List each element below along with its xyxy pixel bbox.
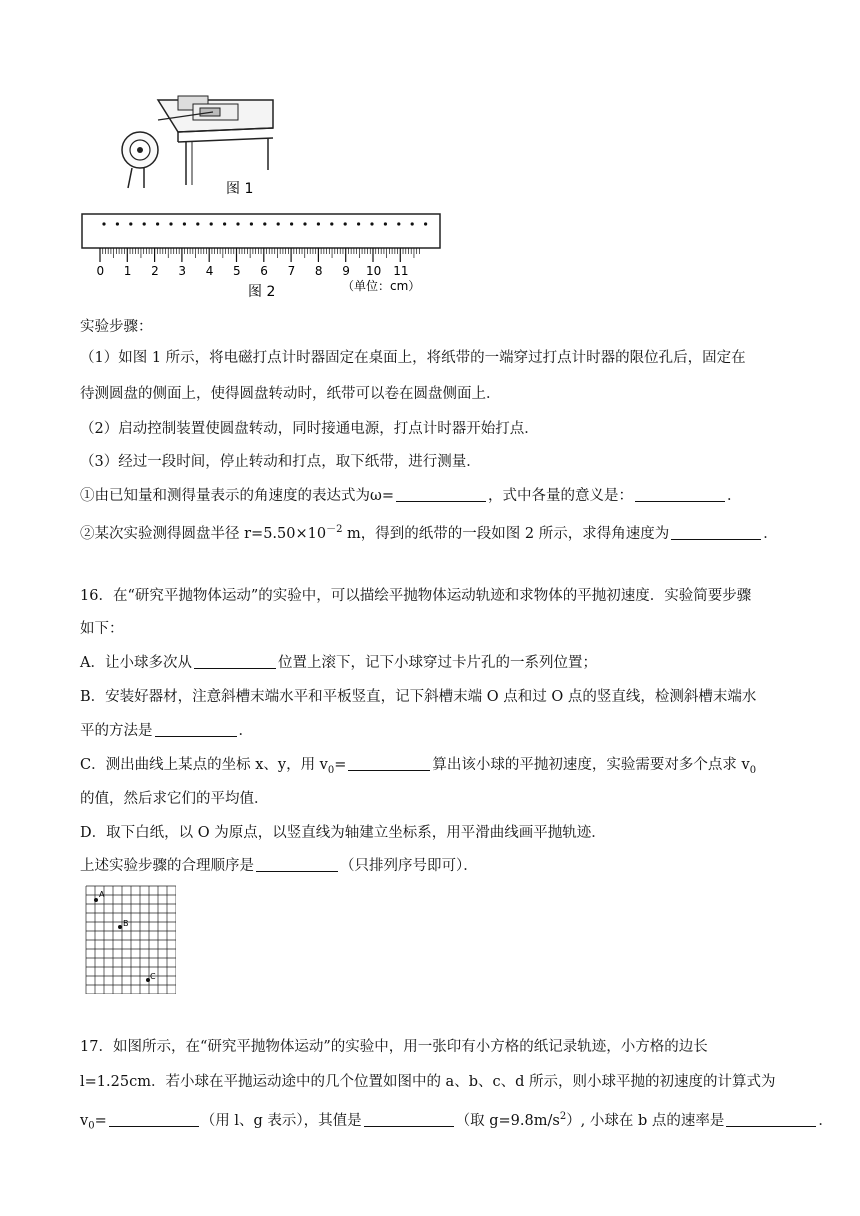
tape-dot: [183, 222, 186, 225]
ruler-tick-label: 4: [205, 264, 214, 278]
ruler-tick-label: 0: [96, 264, 105, 278]
grid-lines: [86, 886, 176, 994]
answer-blank[interactable]: [364, 1110, 454, 1127]
answer-blank[interactable]: [194, 652, 276, 669]
q16-intro-line2: 如下：: [80, 621, 124, 637]
steps-title: 实验步骤：: [80, 319, 153, 335]
answer-blank[interactable]: [671, 523, 761, 540]
tape-dot: [263, 222, 266, 225]
point-C-label: C: [150, 972, 156, 981]
answer-blank[interactable]: [348, 754, 430, 771]
grid-figure: [84, 884, 176, 994]
ruler-ticks: [97, 248, 420, 278]
q17-line1: 17．如图所示，在“研究平抛物体运动”的实验中，用一张印有小方格的纸记录轨迹，小方格的边长: [80, 1039, 708, 1055]
q15-sub2: ②某次实验测得圆盘半径 $r=5.50\times 10^{-2}$ m，得到的纸带的一段如图 2 所示，求得角速度为 ．: [80, 524, 778, 542]
answer-blank[interactable]: [635, 485, 725, 502]
tape-dot: [250, 222, 253, 225]
tape-dot: [317, 222, 320, 225]
q15-step1-line1: （1）如图 1 所示，将电磁打点计时器固定在桌面上，将纸带的一端穿过打点计时器的限位孔后，固定在: [80, 350, 746, 366]
tape-dot: [102, 222, 105, 225]
tape-dot: [384, 222, 387, 225]
q16-step-B-line2: 平的方法是 ．: [80, 720, 800, 742]
q16-step-C-line1: C．测出曲线上某点的坐标 x、y，用 $v_0=$ 算出该小球的平抛初速度，实验需要对多个点求 $v_0$: [80, 754, 800, 782]
q15-step2: （2）启动控制装置使圆盘转动，同时接通电源，打点计时器开始打点．: [80, 421, 539, 437]
tape-dot: [330, 222, 333, 225]
tape-dot: [411, 222, 414, 225]
ruler-tick-label: 7: [287, 264, 296, 278]
q16-step-C-line2: 的值，然后求它们的平均值．: [80, 791, 269, 807]
tape-dot: [344, 222, 347, 225]
tape-dot: [357, 222, 360, 225]
tape-dot: [143, 222, 146, 225]
ruler-tick-label: 10: [366, 264, 382, 278]
figure-1-label: 图 1: [226, 181, 254, 197]
tape-dot: [129, 222, 132, 225]
point-B: [118, 925, 122, 929]
q15-step3: （3）经过一段时间，停止转动和打点，取下纸带，进行测量．: [80, 454, 481, 470]
answer-blank[interactable]: [726, 1110, 816, 1127]
tape-dot: [424, 222, 427, 225]
q16-order: 上述实验步骤的合理顺序是 （只排列序号即可）．: [80, 855, 800, 877]
answer-blank[interactable]: [109, 1110, 199, 1127]
tape-dot: [236, 222, 239, 225]
ruler-tick-label: 5: [233, 264, 241, 278]
point-A-label: A: [99, 890, 105, 899]
ruler-unit: （单位：cm）: [342, 279, 421, 293]
tape-dot: [223, 222, 226, 225]
tape-dot: [156, 222, 159, 225]
figure-2-label: 图 2: [248, 284, 276, 300]
point-B-label: B: [123, 919, 129, 928]
answer-blank[interactable]: [155, 720, 237, 737]
figure-1-apparatus: [118, 90, 278, 200]
point-A: [94, 898, 98, 902]
tape-dot: [303, 222, 306, 225]
q15-step1-line2: 待测圆盘的侧面上，使得圆盘转动时，纸带可以卷在圆盘侧面上．: [80, 386, 501, 402]
ruler-tick-label: 8: [314, 264, 323, 278]
ruler-tick-label: 2: [151, 264, 159, 278]
tape-dot: [397, 222, 400, 225]
ruler-tick-label: 11: [393, 264, 409, 278]
ruler-tick-label: 3: [178, 264, 187, 278]
q16-intro-line1: 16．在“研究平抛物体运动”的实验中，可以描绘平抛物体运动轨迹和求物体的平抛初速度．实验简要步骤: [80, 588, 752, 604]
tape-dot: [277, 222, 280, 225]
figure-2-ruler: [80, 210, 450, 300]
tape-dot: [370, 222, 373, 225]
q17-line2: l=1.25cm．若小球在平抛运动途中的几个位置如图中的 a、b、c、d 所示，则小球平抛的初速度的计算式为: [80, 1074, 776, 1090]
q16-step-D: D．取下白纸，以 O 为原点，以竖直线为轴建立坐标系，用平滑曲线画平抛轨迹．: [80, 825, 606, 841]
q17-line3: $v_0=$ （用 l、g 表示），其值是 （取 $g=9.8m/s^2$）, 小球在 b 点的速率是 ．: [80, 1111, 833, 1132]
tape-dot: [290, 222, 293, 225]
q16-step-B-line1: B．安装好器材，注意斜槽末端水平和平板竖直，记下斜槽末端 O 点和过 O 点的竖直线，检测斜槽末端水: [80, 689, 757, 705]
answer-blank[interactable]: [396, 485, 486, 502]
q15-sub1: ①由已知量和测得量表示的角速度的表达式为ω= ，式中各量的意义是： ．: [80, 485, 800, 507]
tape-dot: [196, 222, 199, 225]
q16-step-A: A．让小球多次从 位置上滚下，记下小球穿过卡片孔的一系列位置；: [80, 652, 800, 674]
tape-dot: [210, 222, 213, 225]
ruler-tick-label: 6: [260, 264, 268, 278]
tape-dot: [116, 222, 119, 225]
ruler-tick-label: 9: [342, 264, 350, 278]
answer-blank[interactable]: [256, 855, 338, 872]
tape-dot: [169, 222, 172, 225]
ruler-tick-label: 1: [123, 264, 132, 278]
